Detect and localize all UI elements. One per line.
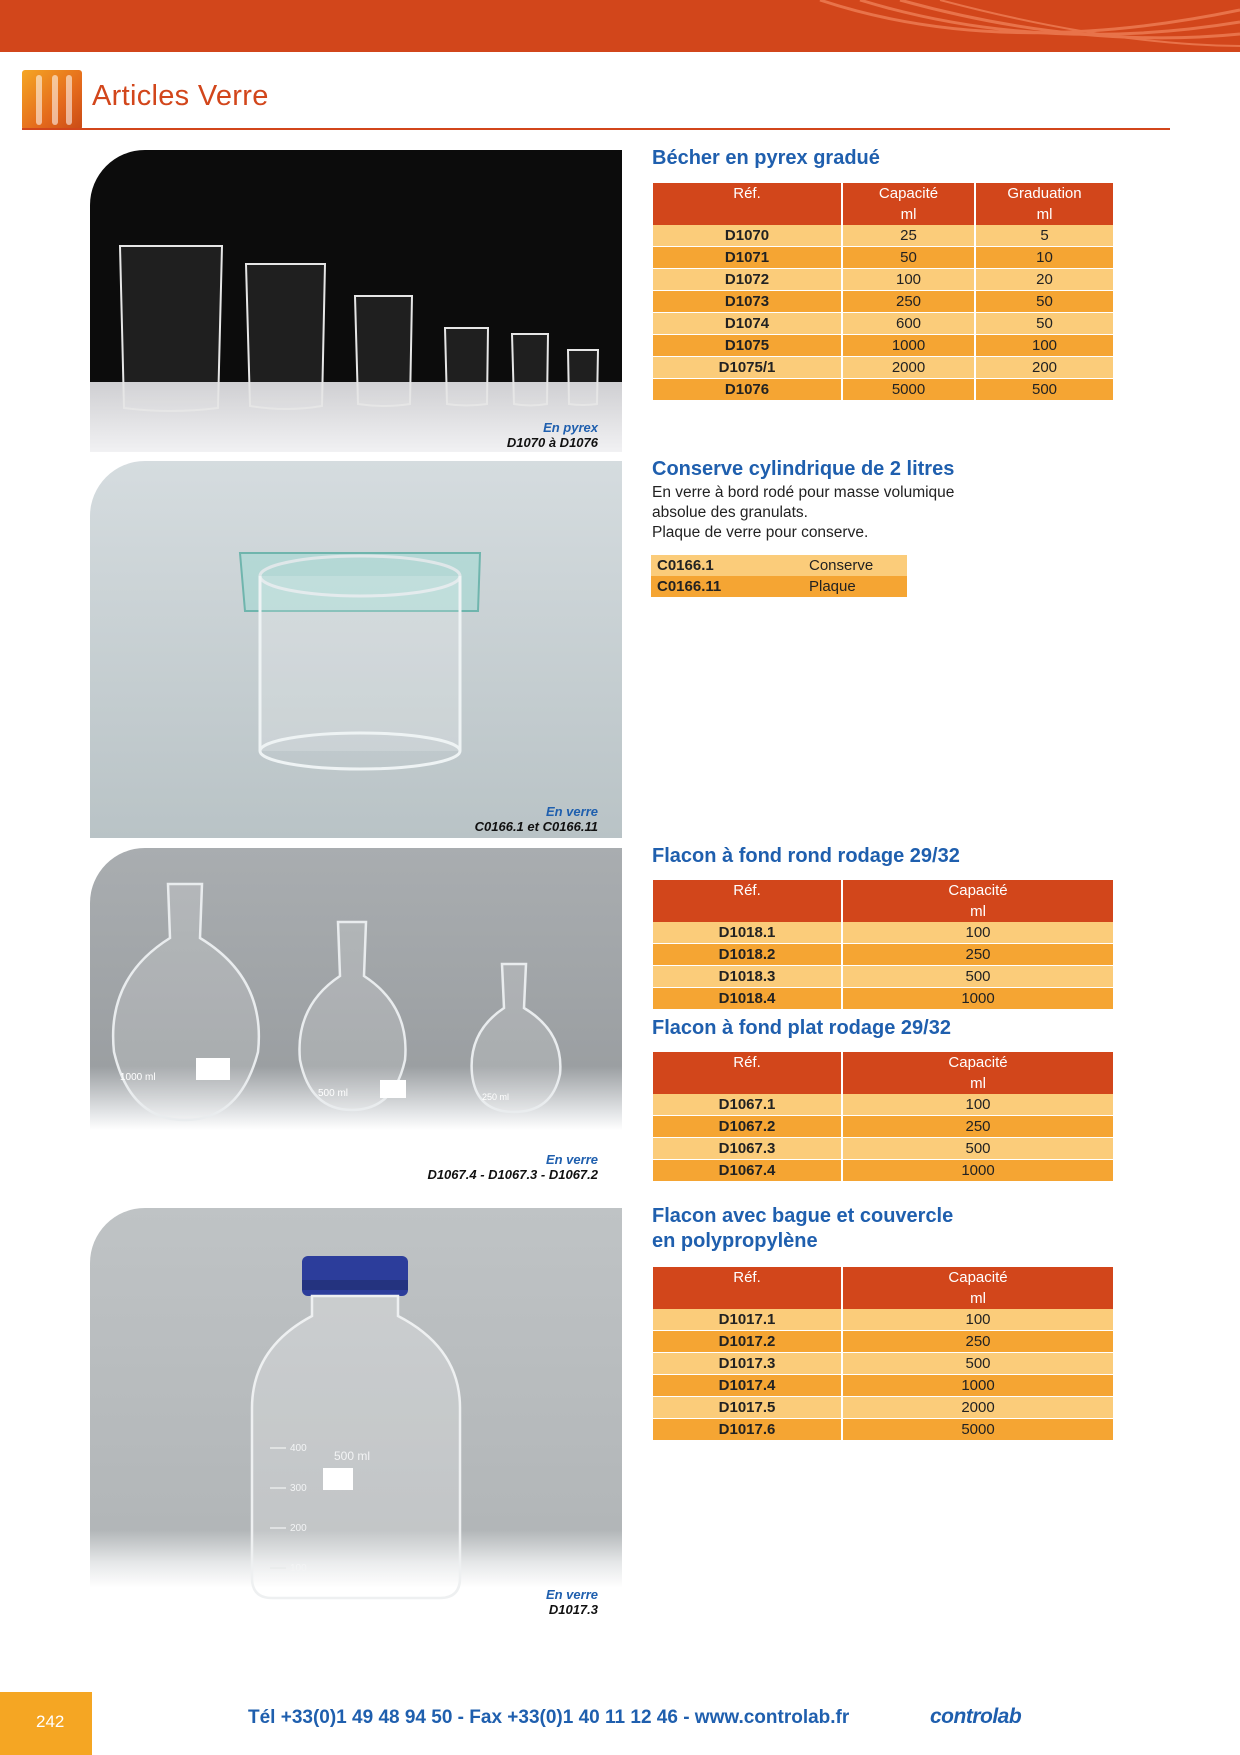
flask-500-label: 500 ml bbox=[318, 1088, 349, 1099]
col-ref-header: Réf. bbox=[653, 183, 841, 225]
bottle-500-label: 500 ml bbox=[334, 1449, 371, 1463]
conserve-caption: En verre C0166.1 et C0166.11 bbox=[474, 804, 598, 834]
bottle-grad-200: 200 bbox=[290, 1523, 307, 1534]
table-row: D1067.4 1000 bbox=[653, 1160, 1113, 1182]
flacon-bague-caption: En verre D1017.3 bbox=[545, 1587, 598, 1617]
table-row: D1017.1 100 bbox=[653, 1309, 1113, 1331]
col-capacity-header: Capacité ml bbox=[843, 1052, 1113, 1094]
bottle-grad-400: 400 bbox=[290, 1443, 307, 1454]
col-capacity-header: Capacité ml bbox=[843, 1267, 1113, 1309]
page-number-box bbox=[0, 1692, 92, 1755]
beakers-illustration bbox=[90, 150, 622, 452]
title-divider bbox=[22, 128, 1170, 130]
col-ref-header: Réf. bbox=[653, 1267, 841, 1309]
beakers-caption: En pyrex D1070 à D1076 bbox=[506, 420, 598, 450]
table-row: D1073 250 50 bbox=[653, 291, 1113, 313]
col-capacity-header: Capacité ml bbox=[843, 880, 1113, 922]
flask-1000-label: 1000 ml bbox=[120, 1072, 156, 1083]
category-icon bbox=[22, 70, 82, 130]
table-row: D1067.3 500 bbox=[653, 1138, 1113, 1160]
photo-conserve bbox=[90, 461, 622, 838]
flacon-rond-table bbox=[651, 880, 1115, 1010]
table-row: D1076 5000 500 bbox=[653, 379, 1113, 401]
table-row: D1017.5 2000 bbox=[653, 1397, 1113, 1419]
header-band-stripes bbox=[0, 0, 1240, 52]
flasks-illustration bbox=[90, 848, 622, 1148]
table-row: D1070 25 5 bbox=[653, 225, 1113, 247]
table-row: D1074 600 50 bbox=[653, 313, 1113, 335]
table-row: D1067.1 100 bbox=[653, 1094, 1113, 1116]
footer-contact[interactable]: Tél +33(0)1 49 48 94 50 - Fax +33(0)1 40 11 12 46 - www.controlab.fr bbox=[248, 1707, 850, 1728]
table-row: D1018.2 250 bbox=[653, 944, 1113, 966]
table-row: D1075 1000 100 bbox=[653, 335, 1113, 357]
flask-250-label: 250 ml bbox=[482, 1092, 510, 1102]
table-row: D1018.3 500 bbox=[653, 966, 1113, 988]
conserve-table bbox=[651, 555, 907, 597]
flacon-plat-title: Flacon à fond plat rodage 29/32 bbox=[652, 1017, 951, 1039]
table-row: D1018.4 1000 bbox=[653, 988, 1113, 1010]
table-row: D1018.1 100 bbox=[653, 922, 1113, 944]
header-band bbox=[0, 0, 1240, 52]
table-row: C0166.11 Plaque bbox=[651, 576, 907, 597]
photo-beakers bbox=[90, 150, 622, 452]
bottle-grad-300: 300 bbox=[290, 1483, 307, 1494]
flacon-rond-title: Flacon à fond rond rodage 29/32 bbox=[652, 845, 960, 867]
brand-logo: controlab bbox=[930, 1705, 1022, 1728]
conserve-description: En verre à bord rodé pour masse volumique absolue des granulats. Plaque de verre pour conserve. bbox=[652, 484, 955, 541]
becher-title: Bécher en pyrex gradué bbox=[652, 147, 880, 169]
bottle-illustration bbox=[90, 1208, 622, 1621]
flacon-plat-table bbox=[651, 1052, 1115, 1182]
table-row: D1067.2 250 bbox=[653, 1116, 1113, 1138]
flacon-bague-title: Flacon avec bague et couvercle en polypropylène bbox=[652, 1205, 954, 1252]
bottle-grad-100: 100 bbox=[290, 1563, 307, 1574]
table-row: D1017.3 500 bbox=[653, 1353, 1113, 1375]
page-number: 242 bbox=[36, 1712, 65, 1731]
table-row: D1017.4 1000 bbox=[653, 1375, 1113, 1397]
flacons-caption: En verre D1067.4 - D1067.3 - D1067.2 bbox=[427, 1152, 598, 1182]
col-ref-header: Réf. bbox=[653, 880, 841, 922]
table-row: D1071 50 10 bbox=[653, 247, 1113, 269]
conserve-title: Conserve cylindrique de 2 litres bbox=[652, 458, 955, 480]
table-row: D1017.6 5000 bbox=[653, 1419, 1113, 1441]
col-graduation-header: Graduation ml bbox=[976, 183, 1113, 225]
table-row: D1017.2 250 bbox=[653, 1331, 1113, 1353]
table-row: C0166.1 Conserve bbox=[651, 555, 907, 576]
table-row: D1072 100 20 bbox=[653, 269, 1113, 291]
page-title: Articles Verre bbox=[92, 80, 269, 112]
photo-flacons bbox=[90, 848, 622, 1184]
table-row: D1075/1 2000 200 bbox=[653, 357, 1113, 379]
conserve-illustration bbox=[90, 461, 622, 838]
col-ref-header: Réf. bbox=[653, 1052, 841, 1094]
becher-table bbox=[651, 183, 1115, 401]
col-capacity-header: Capacité ml bbox=[843, 183, 974, 225]
flacon-bague-table bbox=[651, 1267, 1115, 1441]
photo-flacon-bague bbox=[90, 1208, 622, 1621]
